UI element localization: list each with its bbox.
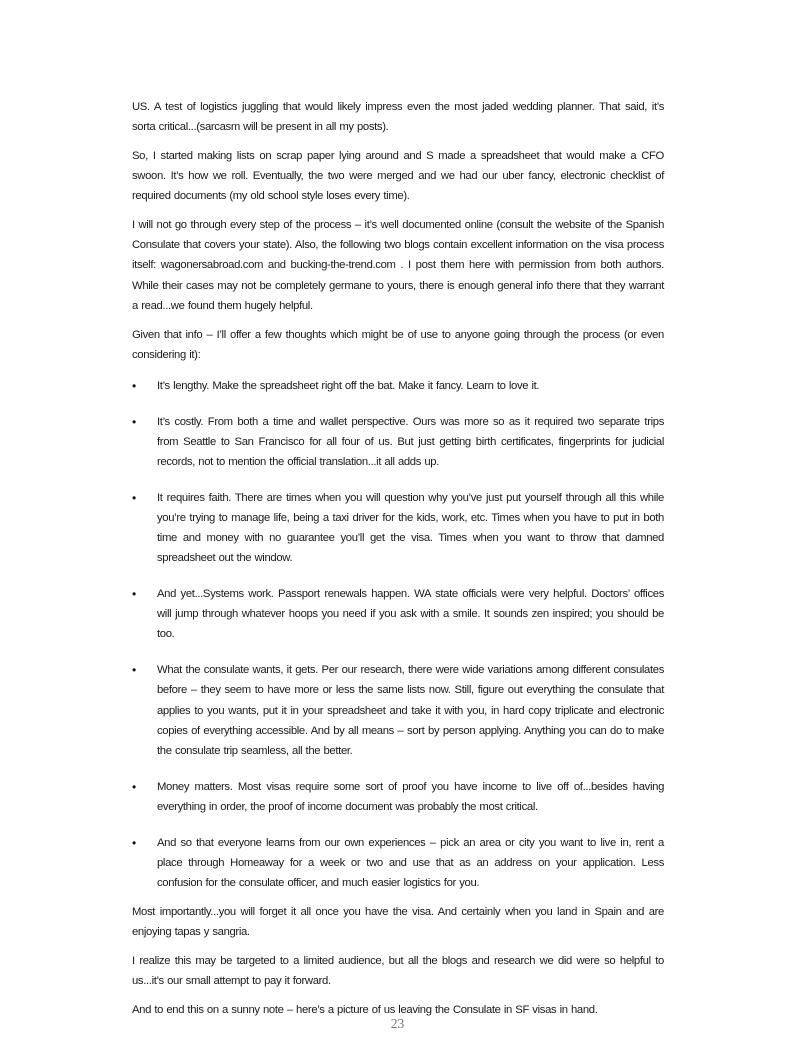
list-item-text: And so that everyone learns from our own experiences – pick an area or city you want to live in, rent a place through Homeaway for a week or two and use that as an address on your application. Less confusion for the consulate officer, and much easier logistics for you.: [157, 836, 664, 889]
paragraph-pay-forward: I realize this may be targeted to a limited audience, but all the blogs and research we did were so helpful to us...it’s our small attempt to pay it forward.: [132, 954, 664, 987]
list-item-text: It requires faith. There are times when you will question why you’ve just put yourself through all this while you’re trying to manage life, being a taxi driver for the kids, work, etc. Times when you have to put in both time and money with no guarantee you’ll get the visa. Times when you want to throw that damned spreadsheet out the window.: [157, 491, 664, 565]
list-item: [132, 584, 664, 645]
list-item-text: It’s costly. From both a time and wallet perspective. Ours was more so as it required two separate trips from Seattle to San Francisco for all four of us. But just getting birth certificates, fingerprints for judicial records, not to mention the official translation...it all adds up.: [157, 415, 664, 469]
list-item: [132, 376, 664, 396]
paragraph-conclusion: Most importantly...you will forget it all once you have the visa. And certainly when you land in Spain and are enjoying tapas y sangria.: [132, 905, 664, 938]
list-item: [132, 488, 664, 569]
list-item: [132, 833, 664, 894]
bullet-icon: •: [132, 587, 136, 602]
tips-list: [132, 376, 664, 893]
page-number: 23: [390, 1016, 405, 1031]
page-body: [132, 97, 664, 1028]
list-item: [132, 660, 664, 761]
list-item-text: Money matters. Most visas require some sort of proof you have income to live off of...besides having everything in order, the proof of income document was probably the most critical.: [157, 780, 664, 813]
paragraph-thoughts-intro: Given that info – I’ll offer a few thoughts which might be of use to anyone going through the process (or even considering it):: [132, 328, 664, 361]
list-item-text: And yet...Systems work. Passport renewals happen. WA state officials were very helpful. Doctors’ offices will jump through whatever hoops you need if you ask with a smile. It sounds zen inspired; you should be too.: [157, 588, 664, 641]
bullet-icon: •: [132, 414, 136, 429]
list-item: [132, 777, 664, 817]
paragraph-intro: US. A test of logistics juggling that would likely impress even the most jaded wedding planner. That said, it’s sorta critical...(sarcasm will be present in all my posts).: [132, 101, 664, 134]
bullet-icon: •: [132, 490, 136, 505]
paragraph-process: I will not go through every step of the process – it’s well documented online (consult the website of the Spanish Consulate that covers your state). Also, the following two blogs contain excellent information on the visa process itself: wagonersabroad.com and bucking-the-trend.com . I post them here with permission from both authors. While their cases may not be completely germane to yours, there is enough general info there that they warrant a read...we found them hugely helpful.: [132, 219, 664, 312]
paragraph-lists: So, I started making lists on scrap paper lying around and S made a spreadsheet that would make a CFO swoon. It’s how we roll. Eventually, the two were merged and we had our uber fancy, electronic checklist of required documents (my old school style loses every time).: [132, 149, 664, 203]
bullet-icon: •: [132, 378, 136, 393]
bullet-icon: •: [132, 779, 136, 794]
bullet-icon: •: [132, 663, 136, 678]
list-item-text: What the consulate wants, it gets. Per our research, there were wide variations among different consulates before – they seem to have more or less the same lists now. Still, figure out everything the consulate that applies to you wants, put it in your spreadsheet and take it with you, in hard copy triplicate and electronic copies of everything accessible. And by all means – sort by person applying. Anything you can do to make the consulate trip seamless, all the better.: [157, 664, 664, 757]
paragraph-closing: And to end this on a sunny note – here’s a picture of us leaving the Consulate in SF visas in hand.: [132, 1003, 598, 1016]
list-item: [132, 412, 664, 473]
list-item-text: It’s lengthy. Make the spreadsheet right off the bat. Make it fancy. Learn to love it.: [157, 379, 540, 392]
bullet-icon: •: [132, 835, 136, 850]
